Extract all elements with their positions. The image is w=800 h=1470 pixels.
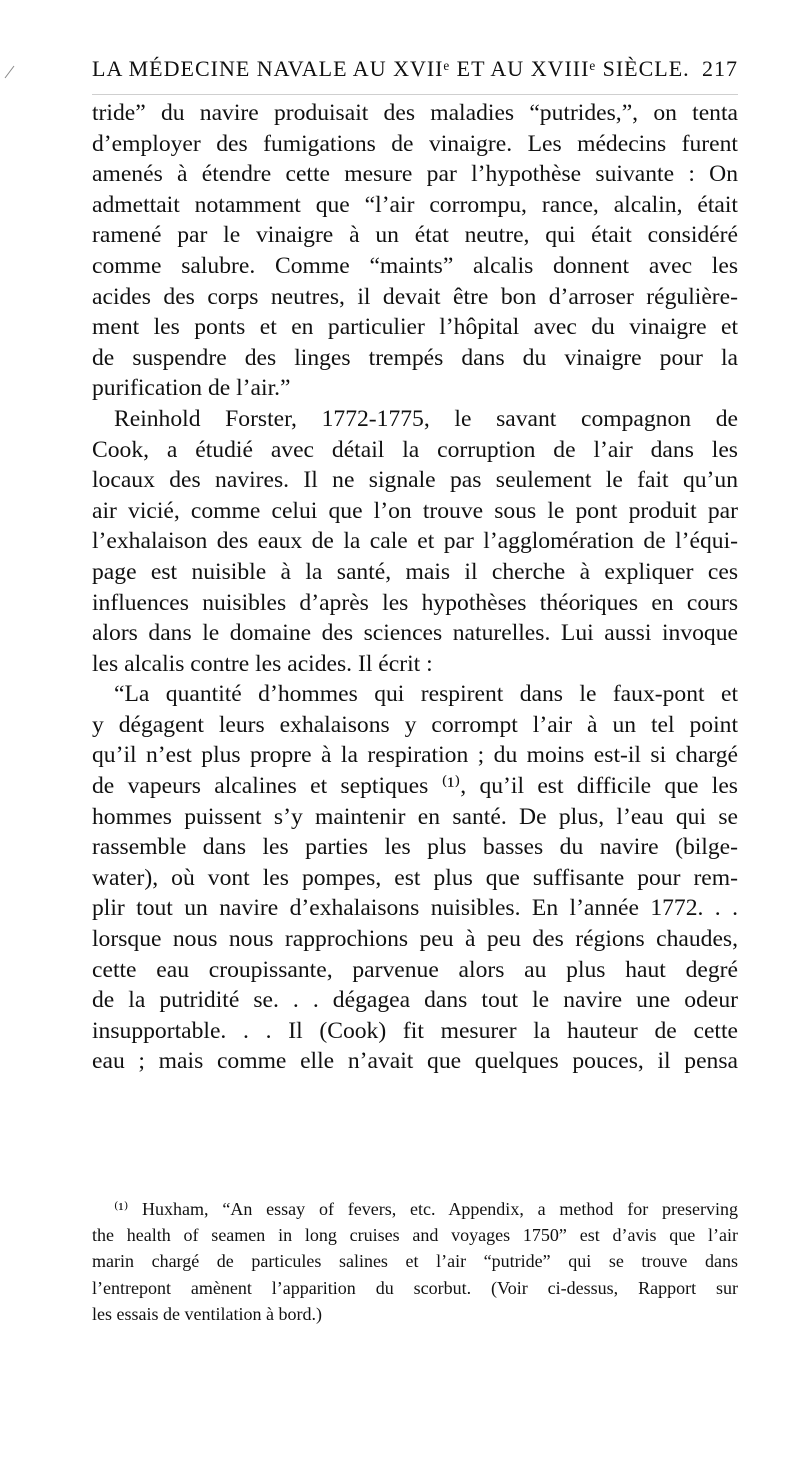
text-line: hommes puissent s’y maintenir en santé. De plus, l’eau qui se (92, 803, 738, 830)
text-line: amenés à étendre cette mesure par l’hypothèse suivante : On (92, 161, 738, 188)
text-line: water), où vont les pompes, est plus que suffisante pour rem- (92, 864, 738, 891)
text-line: Cook, a étudié avec détail la corruption de l’air dans les (92, 436, 738, 463)
footnote-line: the health of seamen in long cruises and voyages 1750” est d’avis que l’air (92, 1225, 738, 1246)
page-number: 217 (702, 56, 738, 81)
text-line: alors dans le domaine des sciences naturelles. Lui aussi invoque (92, 620, 738, 647)
running-title: LA MÉDECINE NAVALE AU XVIIᵉ ET AU XVIIIᵉ SIÈCLE. (92, 56, 690, 81)
text-line: eau ; mais comme elle n’avait que quelques pouces, il pensa (92, 1048, 738, 1075)
text-line: de vapeurs alcalines et septiques ⁽¹⁾, qu’il est difficile que les (92, 773, 738, 800)
text-line: influences nuisibles d’après les hypothèses théoriques en cours (92, 589, 738, 616)
text-line: Reinhold Forster, 1772-1775, le savant compagnon de (114, 405, 738, 432)
text-line: ramené par le vinaigre à un état neutre, qui était considéré (92, 222, 738, 249)
text-line: lorsque nous nous rapprochions peu à peu des régions chaudes, (92, 926, 738, 953)
text-line: air vicié, comme celui que l’on trouve sous le pont produit par (92, 497, 738, 524)
footnote-line: les essais de ventilation à bord.) (92, 1303, 322, 1324)
text-line: de suspendre des linges trempés dans du vinaigre pour la (92, 344, 738, 371)
footnote (92, 1196, 738, 1327)
text-line: acides des corps neutres, il devait être bon d’arroser régulière- (92, 283, 738, 310)
text-line: “La quantité d’hommes qui respirent dans le faux-pont et (114, 681, 738, 708)
text-line: de la putridité se. . . dégagea dans tout le navire une odeur (92, 987, 738, 1014)
text-line: plir tout un navire d’exhalaisons nuisibles. En l’année 1772. . . (92, 895, 738, 922)
text-line: les alcalis contre les acides. Il écrit : (92, 650, 433, 677)
text-line: locaux des navires. Il ne signale pas seulement le fait qu’un (92, 467, 738, 494)
text-line: purification de l’air.” (92, 375, 291, 402)
footnote-line: l’entrepont amènent l’apparition du scorbut. (Voir ci-dessus, Rapport sur (92, 1277, 738, 1298)
text-line: rassemble dans les parties les plus basses du navire (bilge- (92, 834, 738, 861)
text-line: page est nuisible à la santé, mais il cherche à expliquer ces (92, 558, 738, 585)
body-text (92, 98, 738, 1077)
footnote-line: marin chargé de particules salines et l’air “putride” qui se trouve dans (92, 1251, 738, 1272)
text-line: d’employer des fumigations de vinaigre. Les médecins furent (92, 130, 738, 157)
footnote-line: ⁽¹⁾ Huxham, “An essay of fevers, etc. Appendix, a method for preserving (114, 1199, 738, 1219)
running-header (92, 56, 738, 82)
text-line: tride” du navire produisait des maladies “putrides,”, on tenta (92, 100, 738, 126)
text-line: y dégagent leurs exhalaisons y corrompt l’air à un tel point (92, 711, 738, 738)
text-line: comme salubre. Comme “maints” alcalis donnent avec les (92, 252, 738, 279)
text-line: l’exhalaison des eaux de la cale et par l’agglomération de l’équi- (92, 528, 738, 555)
text-line: admettait notamment que “l’air corrompu, rance, alcalin, était (92, 191, 738, 218)
text-line: insupportable. . . Il (Cook) fit mesurer la hauteur de cette (92, 1017, 738, 1044)
margin-mark-icon (2, 64, 16, 80)
text-line: ment les ponts et en particulier l’hôpital avec du vinaigre et (92, 314, 738, 341)
header-divider (92, 94, 738, 95)
text-line: qu’il n’est plus propre à la respiration ; du moins est-il si chargé (92, 742, 738, 769)
text-line: cette eau croupissante, parvenue alors au plus haut degré (92, 956, 738, 983)
